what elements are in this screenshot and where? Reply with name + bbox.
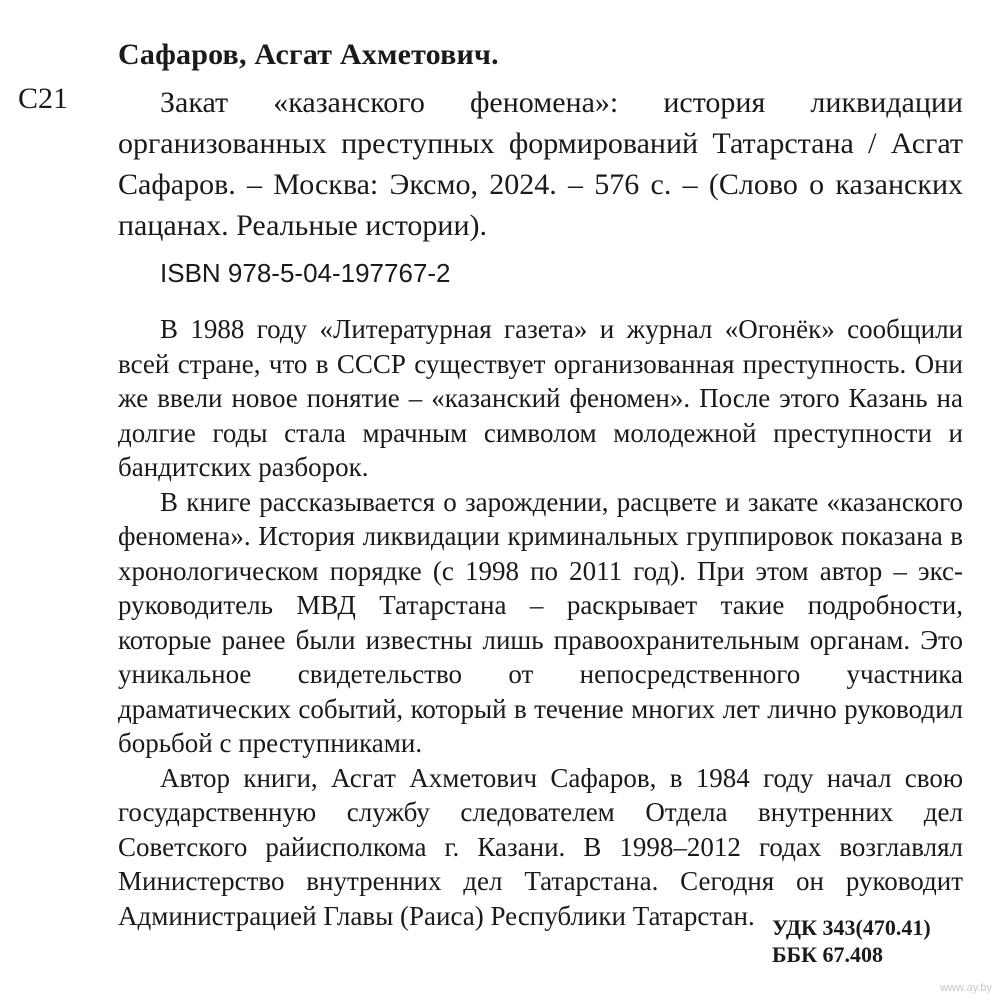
udk-index: УДК 343(470.41) (772, 915, 931, 940)
annotation (118, 312, 963, 933)
title-description: Закат «казанского феномена»: история ликвидации организованных преступных формирований Татарстана / Асгат Сафаров. – Москва: Эксмо, 2024. – 576 с. – (Слово о казанских пацанах. Реальные истории). (118, 86, 963, 242)
classification-block (772, 914, 931, 968)
site-watermark: www.ay.by (940, 982, 992, 994)
author-heading: Сафаров, Асгат Ахметович. (118, 38, 499, 71)
isbn-line: ISBN 978-5-04-197767-2 (160, 258, 451, 288)
bbk-index: ББК 67.408 (772, 942, 884, 967)
author-mark: С21 (18, 82, 69, 115)
annotation-paragraph: В книге рассказывается о зарождении, расцвете и закате «казанского феномена». История ликвидации криминальных группировок показана в хронологическом порядке (с 1998 по 2011 год). При этом автор – экс-руководитель МВД Татарстана – раскрывает такие подробности, которые ранее были известны лишь правоохранительным органам. Это уникальное свидетельство от непосредственного участника драматических событий, который в течение многих лет лично руководил борьбой с преступниками. (118, 486, 963, 758)
annotation-paragraph: В 1988 году «Литературная газета» и журнал «Огонёк» сообщили всей стране, что в СССР существует организованная преступность. Они же ввели новое понятие – «казанский феномен». После этого Казань на долгие годы стала мрачным символом молодежной преступности и бандитских разборок. (118, 314, 963, 482)
annotation-paragraph: Автор книги, Асгат Ахметович Сафаров, в 1984 году начал свою государственную службу следователем Отдела внутренних дел Советского райисполкома г. Казани. В 1998–2012 годах возглавлял Министерство внутренних дел Татарстана. Сегодня он руководит Администрацией Главы (Раиса) Республики Татарстан. (118, 762, 963, 931)
